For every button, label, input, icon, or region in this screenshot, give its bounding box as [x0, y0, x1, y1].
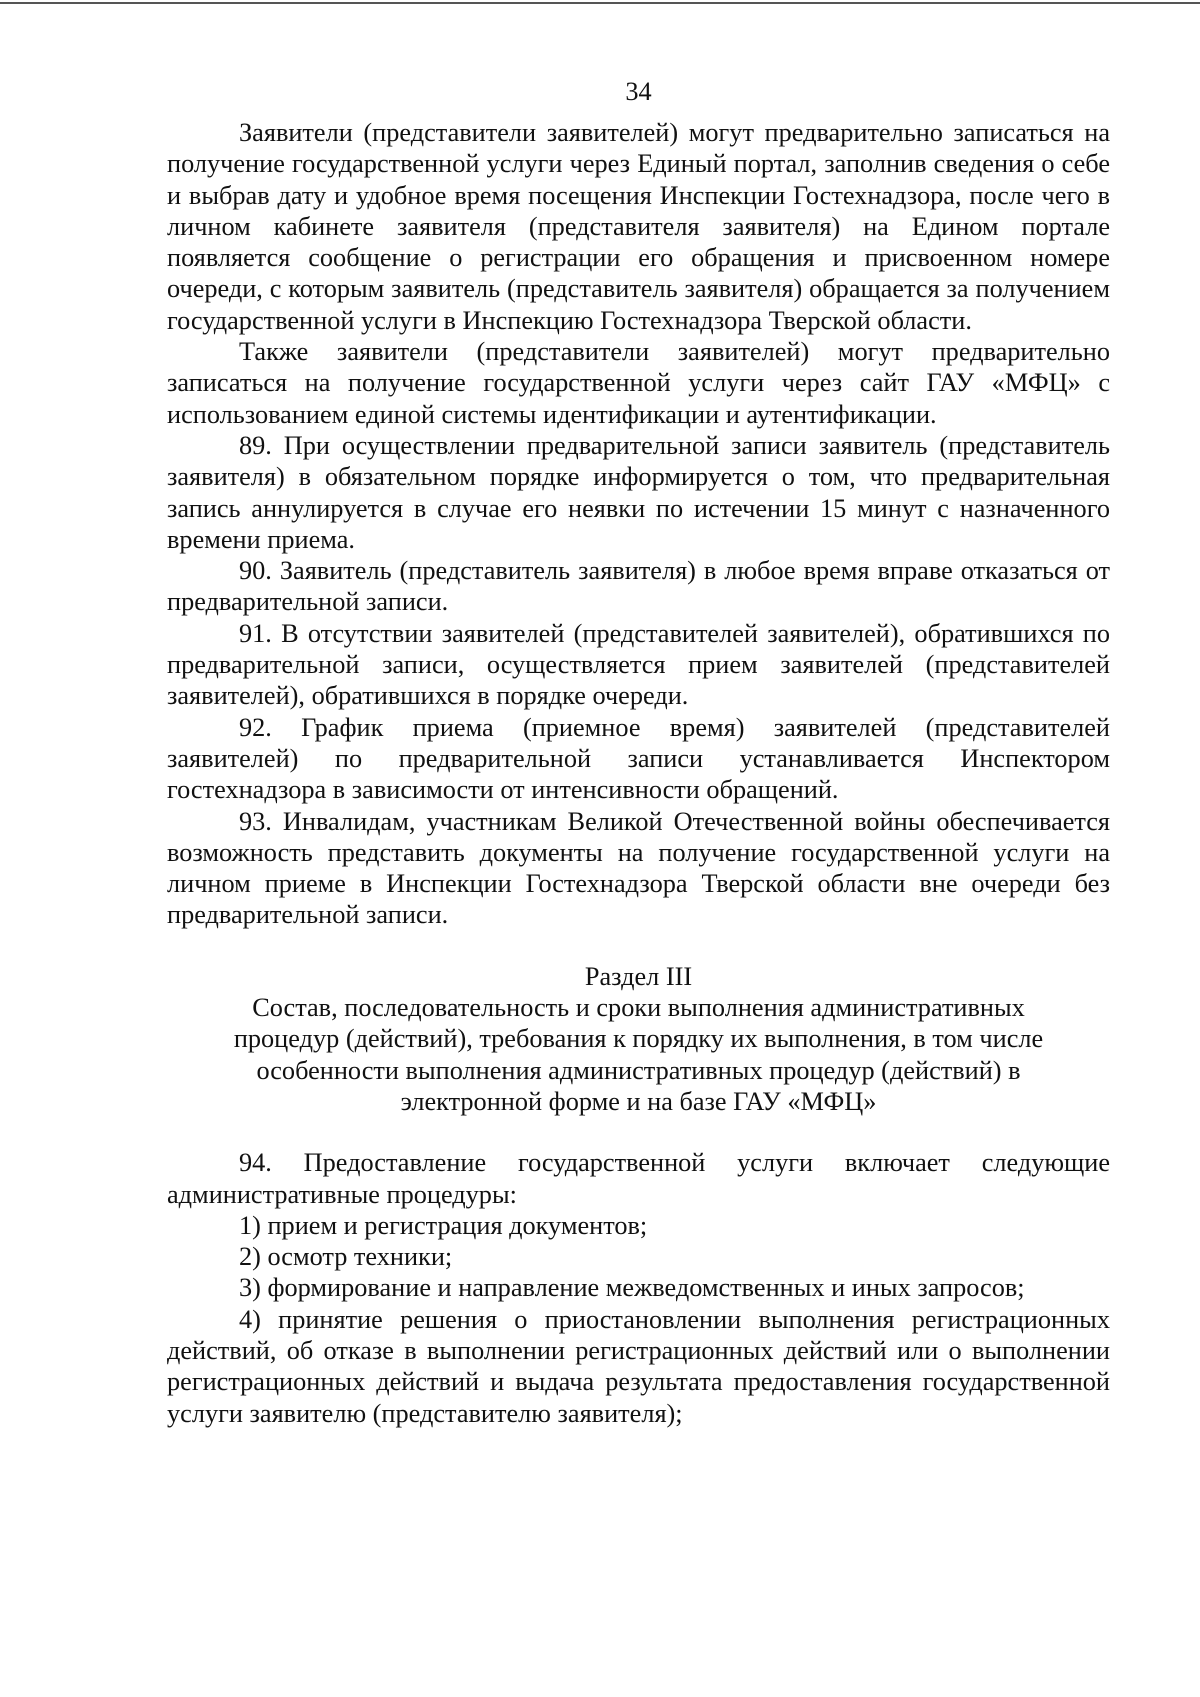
list-item-3: 3) формирование и направление межведомственных и иных запросов;	[239, 1273, 1025, 1303]
section-label: Раздел III	[584, 961, 693, 991]
list-item-4: 4) принятие решения о приостановлении выполнения регистрационных действий, об отказе в выполнении регистрационных действий или о выполнении регистрационных действий и выдача результата предоставления государственной услуги заявителю (представителю заявителя);	[167, 1304, 1110, 1428]
document-page	[167, 72, 1110, 1429]
paragraph-89: 89. При осуществлении предварительной записи заявитель (представитель заявителя) в обязательном порядке информируется о том, что предварительная запись аннулируется в случае его неявки по истечении 15 минут с назначенного времени приема.	[167, 430, 1110, 554]
paragraph-94: 94. Предоставление государственной услуги включает следующие административные процедуры:	[167, 1148, 1110, 1209]
paragraph-91: 91. В отсутствии заявителей (представителей заявителей), обратившихся по предварительной записи, осуществляется прием заявителей (представителей заявителей), обратившихся в порядке очереди.	[167, 618, 1110, 711]
list-item-1: 1) прием и регистрация документов;	[239, 1210, 648, 1240]
list-item-2: 2) осмотр техники;	[239, 1242, 453, 1272]
section-title: Состав, последовательность и сроки выполнения административных процедур (действий), требования к порядку их выполнения, в том числе особенности выполнения административных процедур (действий) в электронной форме и на базе ГАУ «МФЦ»	[233, 993, 1044, 1116]
scan-top-edge	[0, 2, 1200, 4]
paragraph-pre-registration-portal: Заявители (представители заявителей) могут предварительно записаться на получение государственной услуги через Единый портал, заполнив сведения о себе и выбрав дату и удобное время посещения Инспекции Гостехнадзора, после чего в личном кабинете заявителя (представителя заявителя) на Едином портале появляется сообщение о регистрации его обращения и присвоенном номере очереди, с которым заявитель (представитель заявителя) обращается за получением государственной услуги в Инспекцию Гостехнадзора Тверской области.	[167, 118, 1110, 335]
paragraph-90: 90. Заявитель (представитель заявителя) в любое время вправе отказаться от предварительной записи.	[167, 556, 1110, 617]
section-heading	[167, 961, 1110, 1117]
paragraph-pre-registration-mfc: Также заявители (представители заявителей) могут предварительно записаться на получение государственной услуги через сайт ГАУ «МФЦ» с использованием единой системы идентификации и аутентификации.	[167, 337, 1110, 429]
paragraph-92: 92. График приема (приемное время) заявителей (представителей заявителей) по предварительной записи устанавливается Инспектором гостехнадзора в зависимости от интенсивности обращений.	[167, 712, 1110, 805]
page-number: 34	[625, 77, 652, 106]
paragraph-93: 93. Инвалидам, участникам Великой Отечественной войны обеспечивается возможность представить документы на получение государственной услуги на личном приеме в Инспекции Гостехнадзора Тверской области вне очереди без предварительной записи.	[167, 806, 1110, 930]
